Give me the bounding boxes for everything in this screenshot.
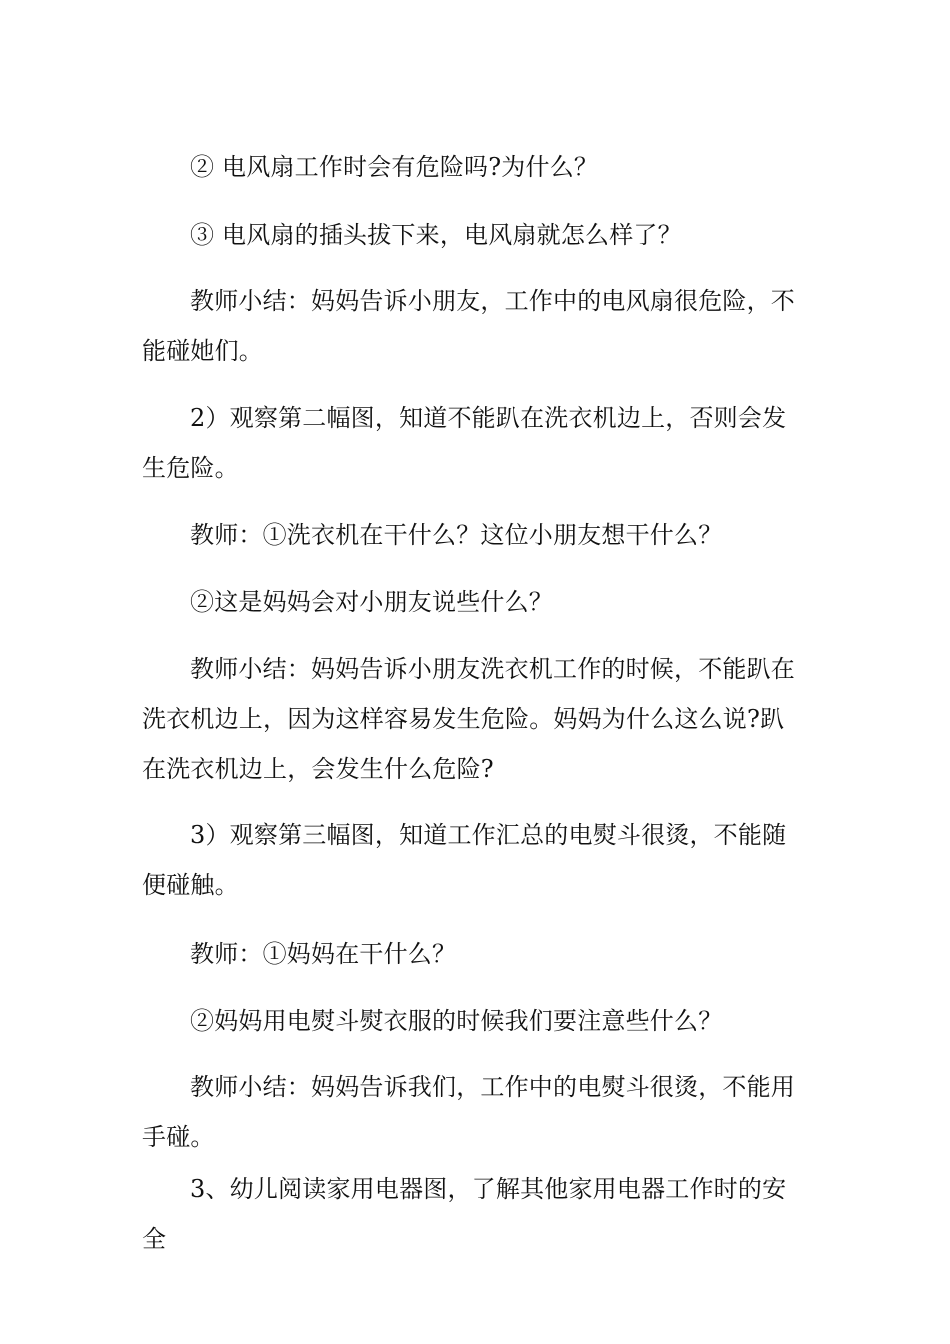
- paragraph: 3）观察第三幅图，知道工作汇总的电熨斗很烫，不能随便碰触。: [142, 821, 787, 899]
- paragraph: 教师：①妈妈在干什么？: [190, 940, 457, 968]
- paragraph: 教师小结：妈妈告诉我们，工作中的电熨斗很烫，不能用手碰。: [142, 1073, 795, 1151]
- paragraph: ②妈妈用电熨斗熨衣服的时候我们要注意些什么？: [190, 1007, 723, 1035]
- paragraph: 教师小结：妈妈告诉小朋友洗衣机工作的时候，不能趴在洗衣机边上，因为这样容易发生危险。妈妈为什么这么说?趴在洗衣机边上，会发生什么危险?: [142, 655, 795, 783]
- paragraph: 教师小结：妈妈告诉小朋友，工作中的电风扇很危险，不能碰她们。: [142, 287, 795, 365]
- paragraph: 教师：①洗衣机在干什么？这位小朋友想干什么？: [190, 521, 723, 549]
- paragraph: 3、幼儿阅读家用电器图，了解其他家用电器工作时的安全: [142, 1175, 787, 1253]
- paragraph: ②这是妈妈会对小朋友说些什么？: [190, 588, 553, 616]
- paragraph: ③ 电风扇的插头拔下来，电风扇就怎么样了？: [190, 221, 682, 249]
- paragraph: 2）观察第二幅图，知道不能趴在洗衣机边上，否则会发生危险。: [142, 404, 787, 482]
- paragraph: ② 电风扇工作时会有危险吗?为什么？: [190, 153, 599, 181]
